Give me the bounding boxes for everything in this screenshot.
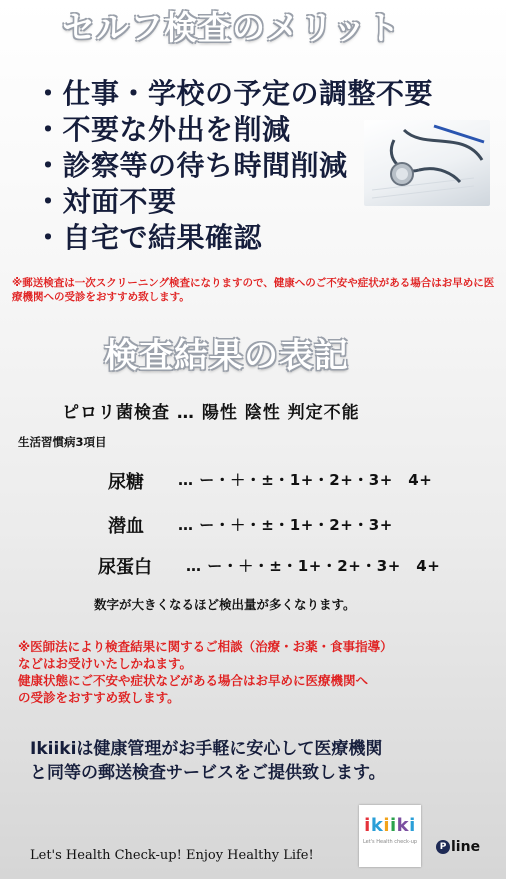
urine-protein-label: 尿蛋白	[98, 557, 152, 578]
merit-item: ・不要な外出を削減	[34, 113, 291, 146]
screening-note: ※郵送検査は一次スクリーニング検査になりますので、健康へのご不安や症状がある場合はお早めに医療機関への受診をおすすめ致します。	[12, 277, 495, 303]
medical-notice-line: などはお受けいたしかねます。	[18, 656, 193, 671]
logo-letter: i	[383, 815, 390, 836]
urine-protein-scale: … ー・＋・±・1+・2+・3+ 4+	[186, 557, 441, 575]
merit-title: セルフ検査のメリット	[62, 8, 401, 47]
urine-sugar-scale: … ー・＋・±・1+・2+・3+ 4+	[178, 471, 433, 489]
medical-notice-line: 健康状態にご不安や症状などがある場合はお早めに医療機関へ	[18, 673, 369, 688]
footer-tagline: Let's Health Check-up! Enjoy Healthy Life!	[30, 848, 314, 863]
line-logo-icon: P	[436, 840, 450, 854]
pylori-result: ピロリ菌検査 … 陽性 陰性 判定不能	[62, 403, 360, 423]
logo-letter: k	[396, 815, 410, 836]
ikiiki-logo	[359, 805, 421, 867]
line-badge	[436, 839, 480, 855]
urine-sugar-label: 尿糖	[108, 472, 144, 493]
logo-subtitle: Let's Health check-up	[362, 839, 418, 845]
medical-notice-line: の受診をおすすめ致します。	[18, 690, 180, 705]
logo-letter: i	[409, 815, 416, 836]
closing-line: Ikiikiは健康管理がお手軽に安心して医療機関	[30, 739, 383, 759]
merit-item: ・仕事・学校の予定の調整不要	[34, 77, 434, 110]
closing-statement	[30, 737, 490, 785]
explanation-text: 数字が大きくなるほど検出量が多くなります。	[94, 597, 356, 612]
stethoscope-icon	[364, 120, 490, 206]
medical-notice	[18, 638, 494, 706]
medical-notice-line: ※医師法により検査結果に関するご相談（治療・お薬・食事指導）	[18, 639, 393, 654]
merit-item: ・自宅で結果確認	[34, 221, 263, 254]
logo-letter: k	[370, 815, 384, 836]
occult-blood-scale: … ー・＋・±・1+・2+・3+	[178, 516, 393, 534]
logo-wordmark	[359, 815, 421, 836]
logo-letter: i	[364, 815, 371, 836]
logo-letter: i	[390, 815, 397, 836]
merit-item: ・対面不要	[34, 185, 177, 218]
occult-blood-label: 潜血	[108, 516, 144, 537]
stethoscope-photo	[364, 120, 490, 206]
line-badge-text: line	[451, 839, 481, 855]
lifestyle-heading: 生活習慣病3項目	[18, 435, 107, 449]
merit-item: ・診察等の待ち時間削減	[34, 149, 348, 182]
closing-line: と同等の郵送検査サービスをご提供致します。	[30, 763, 386, 783]
results-title: 検査結果の表記	[104, 336, 349, 376]
